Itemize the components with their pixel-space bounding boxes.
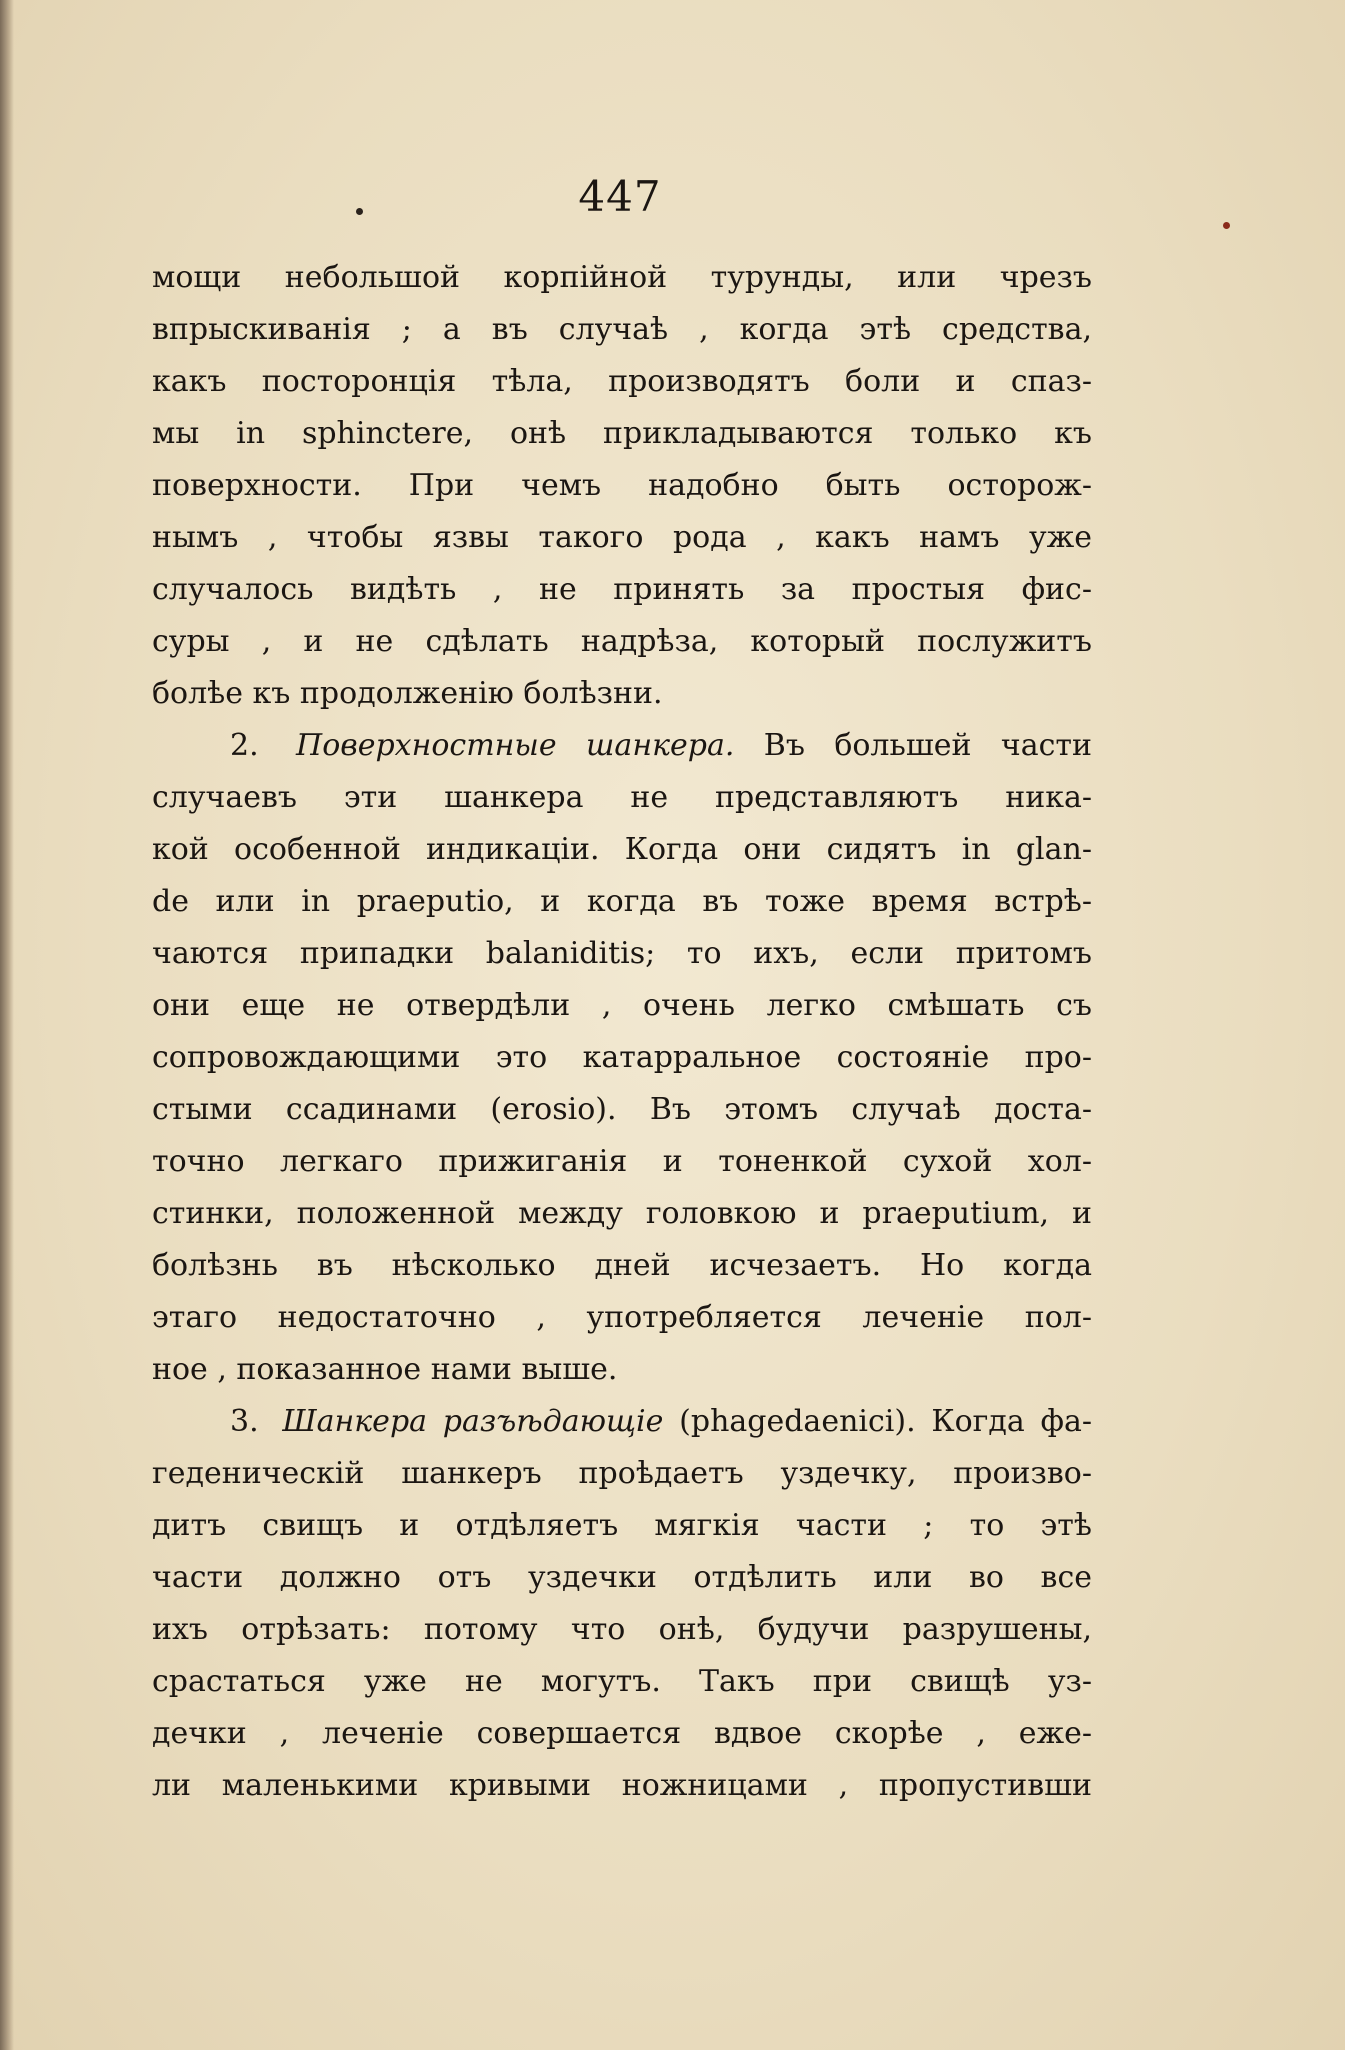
text-line: какъ посторонція тѣла, производятъ боли и спаз-: [152, 364, 1092, 399]
text-line: ли маленькими кривыми ножницами , пропустивши: [152, 1768, 1092, 1803]
text-line: дитъ свищъ и отдѣляетъ мягкія части ; то этѣ: [152, 1508, 1092, 1543]
text-line: части должно отъ уздечки отдѣлить или во все: [152, 1560, 1092, 1595]
section-heading-line: [152, 1396, 1092, 1448]
text-line: срастаться уже не могутъ. Такъ при свищѣ уз-: [152, 1664, 1092, 1699]
text-line: кой особенной индикаціи. Когда они сидятъ in glan-: [152, 832, 1092, 867]
body-text: [152, 252, 1092, 1812]
text-line: чаются припадки balaniditis; то ихъ, если притомъ: [152, 936, 1092, 971]
text-line: случалось видѣть , не принять за простыя фис-: [152, 572, 1092, 607]
text-line: геденическій шанкеръ проѣдаетъ уздечку, произво-: [152, 1456, 1092, 1491]
text-line: поверхности. При чемъ надобно быть осторож-: [152, 468, 1092, 503]
text-line: ное , показанное нами выше.: [152, 1352, 618, 1387]
ink-speck: [1223, 222, 1230, 229]
text-line: болѣе къ продолженію болѣзни.: [152, 676, 663, 711]
section-title: Шанкера разъѣдающіе: [282, 1404, 664, 1439]
text-line: стыми ссадинами (erosio). Въ этомъ случаѣ доста-: [152, 1092, 1092, 1127]
text-line: случаевъ эти шанкера не представляютъ ника-: [152, 780, 1092, 815]
text-line: мы in sphinctere, онѣ прикладываются только къ: [152, 416, 1092, 451]
section-heading-line: [152, 720, 1092, 772]
text-line: впрыскиванія ; а въ случаѣ , когда этѣ средства,: [152, 312, 1092, 347]
page-number: 447: [578, 172, 662, 221]
text-line: нымъ , чтобы язвы такого рода , какъ намъ уже: [152, 520, 1092, 555]
text-line: они еще не отвердѣли , очень легко смѣшать съ: [152, 988, 1092, 1023]
text-line: сопровождающими это катарральное состояніе про-: [152, 1040, 1092, 1075]
text-line: ихъ отрѣзать: потому что онѣ, будучи разрушены,: [152, 1612, 1092, 1647]
section-number: 2.: [230, 728, 259, 763]
text-line: этаго недостаточно , употребляется леченіе пол-: [152, 1300, 1092, 1335]
text-line: стинки, положенной между головкою и praeputium, и: [152, 1196, 1092, 1231]
text-line: дечки , леченіе совершается вдвое скорѣе , еже-: [152, 1716, 1092, 1751]
text-line: суры , и не сдѣлать надрѣза, который послужитъ: [152, 624, 1092, 659]
text-line: мощи небольшой корпійной турунды, или чрезъ: [152, 260, 1092, 295]
section-number: 3.: [230, 1404, 259, 1439]
section-title: Поверхностные шанкера.: [296, 728, 735, 763]
text-line: болѣзнь въ нѣсколько дней исчезаетъ. Но когда: [152, 1248, 1092, 1283]
text-line: de или in praeputio, и когда въ тоже время встрѣ-: [152, 884, 1092, 919]
text-segment: (phagedaenici). Когда фа-: [679, 1404, 1092, 1439]
text-line: точно легкаго прижиганія и тоненкой сухой хол-: [152, 1144, 1092, 1179]
text-segment: Въ большей части: [763, 728, 1092, 763]
page-spine-shadow: [0, 0, 14, 2050]
